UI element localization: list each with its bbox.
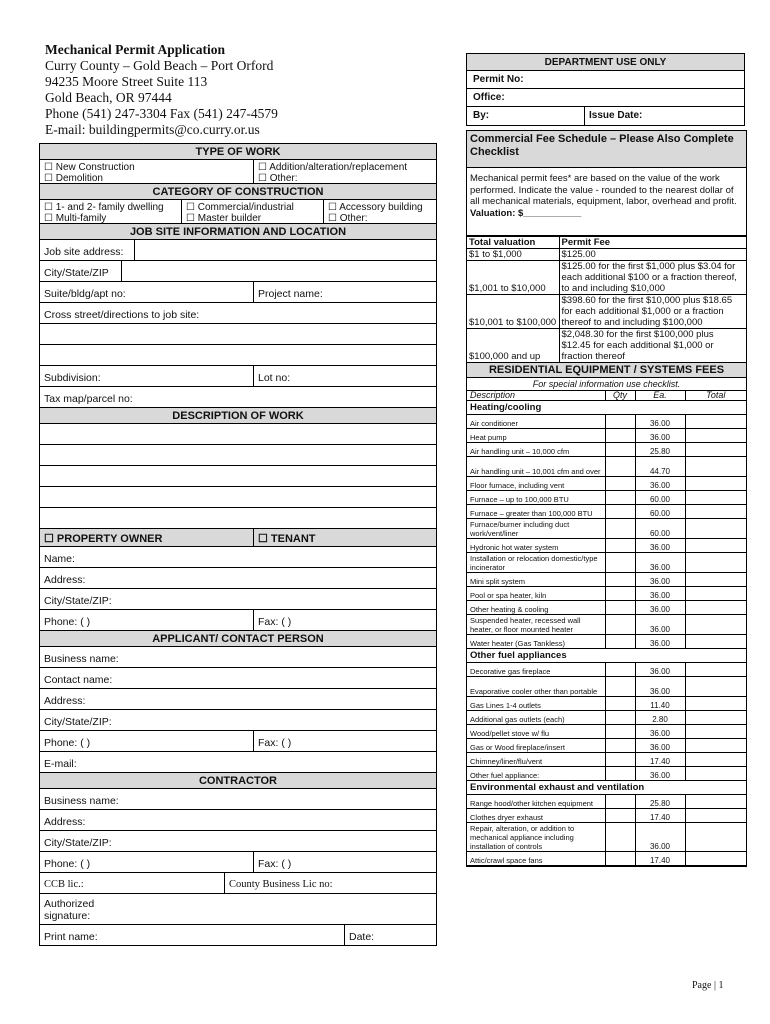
each-fee: 17.40	[635, 852, 685, 866]
each-fee: 17.40	[635, 753, 685, 767]
job-site-address-field[interactable]	[135, 240, 436, 260]
total-input[interactable]	[685, 635, 746, 649]
valuation-cell: $10,001 to $100,000	[467, 295, 559, 329]
fee-description: Pool or spa heater, kiln	[467, 587, 605, 601]
permit-no-field[interactable]: Permit No:	[467, 71, 744, 89]
description-line-2[interactable]	[40, 445, 436, 465]
fee-description: Clothes dryer exhaust	[467, 809, 605, 823]
table-row	[467, 823, 746, 852]
residential-fee-table	[467, 390, 746, 866]
fee-description: Installation or relocation domestic/type incinerator	[467, 553, 605, 573]
total-input[interactable]	[685, 663, 746, 677]
table-row	[467, 505, 746, 519]
total-input[interactable]	[685, 491, 746, 505]
each-fee: 36.00	[635, 587, 685, 601]
each-fee: 60.00	[635, 519, 685, 539]
total-input[interactable]	[685, 739, 746, 753]
cross-street-line-2[interactable]	[40, 324, 436, 344]
type-of-work-heading: TYPE OF WORK	[40, 144, 436, 160]
other-work-checkbox[interactable]: ☐ Other:	[258, 173, 298, 184]
qty-input[interactable]	[605, 767, 635, 781]
project-name-field[interactable]: Project name:	[258, 288, 323, 300]
subdivision-field[interactable]: Subdivision:	[40, 366, 254, 386]
qty-col-header: Qty	[605, 391, 635, 401]
qty-input[interactable]	[605, 519, 635, 539]
table-row	[467, 677, 746, 697]
fee-description: Gas or Wood fireplace/insert	[467, 739, 605, 753]
form-title: Mechanical Permit Application	[45, 42, 225, 57]
fee-description: Chimney/liner/flu/vent	[467, 753, 605, 767]
table-row	[467, 457, 746, 477]
residential-note: For special information use checklist.	[532, 379, 681, 389]
each-fee: 36.00	[635, 415, 685, 429]
total-input[interactable]	[685, 711, 746, 725]
owner-phone-field[interactable]: Phone: ( )	[40, 610, 254, 630]
total-input[interactable]	[685, 539, 746, 553]
qty-input[interactable]	[605, 823, 635, 852]
each-fee: 36.00	[635, 767, 685, 781]
total-input[interactable]	[685, 553, 746, 573]
applicant-business-field[interactable]: Business name:	[44, 653, 119, 665]
table-row	[467, 697, 746, 711]
table-row	[467, 795, 746, 809]
description-line-4[interactable]	[40, 487, 436, 507]
applicant-address-field[interactable]: Address:	[44, 695, 86, 707]
total-input[interactable]	[685, 443, 746, 457]
table-row	[467, 615, 746, 635]
contractor-fax-field[interactable]: Fax: ( )	[258, 858, 292, 870]
qty-input[interactable]	[605, 573, 635, 587]
qty-input[interactable]	[605, 809, 635, 823]
fee-description: Evaporative cooler other than portable	[467, 677, 605, 697]
owner-fax-field[interactable]: Fax: ( )	[258, 616, 292, 628]
table-row	[467, 415, 746, 429]
each-fee: 36.00	[635, 477, 685, 491]
qty-input[interactable]	[605, 505, 635, 519]
category-heading: CATEGORY OF CONSTRUCTION	[40, 184, 436, 200]
master-builder-checkbox[interactable]: ☐ Master builder	[186, 213, 262, 224]
each-fee: 36.00	[635, 553, 685, 573]
applicant-contact-field[interactable]: Contact name:	[44, 674, 113, 686]
fee-description: Floor furnace, including vent	[467, 477, 605, 491]
table-row	[467, 477, 746, 491]
one-two-family-checkbox[interactable]: ☐ 1- and 2- family dwelling	[44, 202, 164, 213]
each-fee: 11.40	[635, 697, 685, 711]
table-row	[467, 249, 746, 261]
qty-input[interactable]	[605, 852, 635, 866]
signature-label-2: signature:	[44, 910, 91, 922]
qty-input[interactable]	[605, 795, 635, 809]
fee-description: Furnace – greater than 100,000 BTU	[467, 505, 605, 519]
lot-field[interactable]: Lot no:	[258, 372, 291, 384]
contractor-heading: CONTRACTOR	[40, 773, 436, 789]
total-input[interactable]	[685, 573, 746, 587]
qty-input[interactable]	[605, 443, 635, 457]
qty-input[interactable]	[605, 539, 635, 553]
total-input[interactable]	[685, 587, 746, 601]
cross-street-field[interactable]: Cross street/directions to job site:	[44, 309, 200, 321]
page-number: Page | 1	[692, 980, 724, 991]
description-heading: DESCRIPTION OF WORK	[40, 408, 436, 424]
valuation-cell: $1 to $1,000	[467, 249, 559, 261]
qty-input[interactable]	[605, 739, 635, 753]
description-line-5[interactable]	[40, 508, 436, 528]
total-input[interactable]	[685, 823, 746, 852]
applicant-phone-field[interactable]: Phone: ( )	[40, 731, 254, 751]
owner-name-field[interactable]: Name:	[44, 553, 75, 565]
table-row	[467, 587, 746, 601]
fee-description: Decorative gas fireplace	[467, 663, 605, 677]
total-input[interactable]	[685, 677, 746, 697]
fee-group-row	[467, 781, 746, 795]
suite-field[interactable]: Suite/bldg/apt no:	[40, 282, 254, 302]
fee-description: Other fuel appliance:	[467, 767, 605, 781]
fee-group-label: Environmental exhaust and ventilation	[467, 781, 746, 795]
total-input[interactable]	[685, 477, 746, 491]
total-input[interactable]	[685, 505, 746, 519]
fee-description: Wood/pellet stove w/ flu	[467, 725, 605, 739]
fee-cell: $398.60 for the first $10,000 plus $18.65 for each additional $1,000 or a fraction thereof to and including $100,000	[559, 295, 746, 329]
each-fee: 60.00	[635, 505, 685, 519]
table-row	[467, 539, 746, 553]
fee-description: Furnace – up to 100,000 BTU	[467, 491, 605, 505]
qty-input[interactable]	[605, 457, 635, 477]
residential-heading: RESIDENTIAL EQUIPMENT / SYSTEMS FEES	[467, 363, 746, 378]
agency-email: E-mail: buildingpermits@co.curry.or.us	[45, 122, 260, 137]
office-field[interactable]: Office:	[467, 89, 744, 107]
each-fee: 36.00	[635, 677, 685, 697]
each-fee: 36.00	[635, 725, 685, 739]
fee-cell: $125.00	[559, 249, 746, 261]
each-fee: 36.00	[635, 823, 685, 852]
total-input[interactable]	[685, 697, 746, 711]
total-input[interactable]	[685, 725, 746, 739]
applicant-heading: APPLICANT/ CONTACT PERSON	[40, 631, 436, 647]
description-line-3[interactable]	[40, 466, 436, 486]
date-field[interactable]: Date:	[349, 931, 375, 943]
applicant-city-field[interactable]: City/State/ZIP:	[44, 716, 112, 728]
table-row	[467, 573, 746, 587]
fee-description: Additional gas outlets (each)	[467, 711, 605, 725]
table-row	[467, 519, 746, 539]
qty-input[interactable]	[605, 429, 635, 443]
fee-col-header: Permit Fee	[559, 237, 746, 249]
valuation-field[interactable]: Valuation: $___________	[470, 207, 582, 219]
total-input[interactable]	[685, 795, 746, 809]
each-fee: 36.00	[635, 573, 685, 587]
description-line-1[interactable]	[40, 424, 436, 444]
each-fee: 36.00	[635, 539, 685, 553]
fee-cell: $2,048.30 for the first $100,000 plus $12.45 for each additional $1,000 or fraction thereof	[559, 329, 746, 363]
commercial-fee-heading: Commercial Fee Schedule – Please Also Complete Checklist	[467, 131, 746, 168]
each-fee: 36.00	[635, 615, 685, 635]
commercial-intro	[467, 168, 746, 236]
authorized-signature-field[interactable]	[40, 894, 436, 924]
table-row	[467, 809, 746, 823]
qty-input[interactable]	[605, 587, 635, 601]
fee-description: Gas Lines 1-4 outlets	[467, 697, 605, 711]
table-row	[467, 725, 746, 739]
tenant-checkbox[interactable]: ☐ TENANT	[254, 529, 436, 546]
total-input[interactable]	[685, 809, 746, 823]
total-input[interactable]	[685, 457, 746, 477]
fee-description: Hydronic hot water system	[467, 539, 605, 553]
contractor-business-field[interactable]: Business name:	[44, 795, 119, 807]
property-owner-checkbox[interactable]: ☐ PROPERTY OWNER	[40, 529, 254, 546]
multi-family-checkbox[interactable]: ☐ Multi-family	[44, 213, 107, 224]
agency-phone: Phone (541) 247-3304 Fax (541) 247-4579	[45, 106, 278, 121]
qty-input[interactable]	[605, 491, 635, 505]
fee-description: Other heating & cooling	[467, 601, 605, 615]
tax-map-field[interactable]: Tax map/parcel no:	[44, 393, 133, 405]
applicant-fax-field[interactable]: Fax: ( )	[258, 737, 292, 749]
table-row	[467, 491, 746, 505]
fee-description: Repair, alteration, or addition to mechanical appliance including installation of controls	[467, 823, 605, 852]
job-site-address-label: Job site address:	[40, 240, 135, 260]
valuation-table	[467, 236, 746, 363]
qty-input[interactable]	[605, 415, 635, 429]
qty-input[interactable]	[605, 711, 635, 725]
contractor-city-field[interactable]: City/State/ZIP:	[44, 837, 112, 849]
desc-col-header: Description	[467, 391, 605, 401]
contractor-address-field[interactable]: Address:	[44, 816, 86, 828]
fee-schedule	[466, 130, 747, 867]
print-name-field[interactable]: Print name:	[40, 925, 345, 945]
job-city-field[interactable]	[122, 261, 436, 281]
each-fee: 25.80	[635, 443, 685, 457]
qty-input[interactable]	[605, 553, 635, 573]
table-row	[467, 635, 746, 649]
demolition-checkbox[interactable]: ☐ Demolition	[44, 173, 103, 184]
qty-input[interactable]	[605, 663, 635, 677]
each-fee: 44.70	[635, 457, 685, 477]
fee-group-row	[467, 401, 746, 415]
fee-group-label: Other fuel appliances	[467, 649, 746, 663]
table-row	[467, 443, 746, 457]
total-col-header: Total	[685, 391, 746, 401]
table-row	[467, 711, 746, 725]
each-fee: 60.00	[635, 491, 685, 505]
table-row	[467, 553, 746, 573]
department-use-box	[466, 53, 745, 126]
table-row	[467, 601, 746, 615]
qty-input[interactable]	[605, 635, 635, 649]
fee-description: Range hood/other kitchen equipment	[467, 795, 605, 809]
application-form	[39, 143, 437, 946]
table-row	[467, 852, 746, 866]
total-input[interactable]	[685, 429, 746, 443]
county-license-field[interactable]: County Business Lic no:	[229, 879, 333, 890]
total-input[interactable]	[685, 852, 746, 866]
each-fee: 2.80	[635, 711, 685, 725]
cross-street-line-3[interactable]	[40, 345, 436, 365]
department-heading: DEPARTMENT USE ONLY	[467, 54, 744, 71]
other-category-checkbox[interactable]: ☐ Other:	[328, 213, 368, 224]
qty-input[interactable]	[605, 753, 635, 767]
total-input[interactable]	[685, 415, 746, 429]
each-fee: 36.00	[635, 739, 685, 753]
each-fee: 36.00	[635, 663, 685, 677]
agency-header	[45, 42, 445, 138]
accessory-checkbox[interactable]: ☐ Accessory building	[328, 202, 423, 213]
each-fee: 17.40	[635, 809, 685, 823]
fee-group-label: Heating/cooling	[467, 401, 746, 415]
valuation-cell: $100,000 and up	[467, 329, 559, 363]
ea-col-header: Ea.	[635, 391, 685, 401]
qty-input[interactable]	[605, 477, 635, 491]
fee-description: Air handling unit – 10,001 cfm and over	[467, 457, 605, 477]
agency-city: Gold Beach, OR 97444	[45, 90, 172, 105]
each-fee: 36.00	[635, 429, 685, 443]
fee-description: Attic/crawl space fans	[467, 852, 605, 866]
addition-checkbox[interactable]: ☐ Addition/alteration/replacement	[258, 162, 408, 173]
total-input[interactable]	[685, 753, 746, 767]
fee-description: Water heater (Gas Tankless)	[467, 635, 605, 649]
new-construction-checkbox[interactable]: ☐ New Construction	[44, 162, 135, 173]
commercial-checkbox[interactable]: ☐ Commercial/industrial	[186, 202, 294, 213]
job-city-label: City/State/ZIP	[40, 261, 122, 281]
table-row	[467, 767, 746, 781]
table-row	[467, 739, 746, 753]
fee-description: Suspended heater, recessed wall heater, or floor mounted heater	[467, 615, 605, 635]
owner-city-field[interactable]: City/State/ZIP:	[44, 595, 112, 607]
table-row	[467, 261, 746, 295]
agency-line: Curry County – Gold Beach – Port Orford	[45, 58, 274, 73]
issue-date-field[interactable]: Issue Date:	[589, 110, 643, 121]
owner-address-field[interactable]: Address:	[44, 574, 86, 586]
table-row	[467, 429, 746, 443]
total-input[interactable]	[685, 519, 746, 539]
each-fee: 36.00	[635, 635, 685, 649]
by-field[interactable]: By:	[467, 107, 585, 125]
qty-input[interactable]	[605, 615, 635, 635]
job-site-heading: JOB SITE INFORMATION AND LOCATION	[40, 224, 436, 240]
fee-description: Mini split system	[467, 573, 605, 587]
fee-description: Air handling unit – 10,000 cfm	[467, 443, 605, 457]
each-fee: 36.00	[635, 601, 685, 615]
total-input[interactable]	[685, 615, 746, 635]
each-fee: 25.80	[635, 795, 685, 809]
qty-input[interactable]	[605, 601, 635, 615]
table-row	[467, 663, 746, 677]
fee-cell: $125.00 for the first $1,000 plus $3.04 for each additional $100 or a fraction thereof, to and including $10,000	[559, 261, 746, 295]
commercial-intro-text: Mechanical permit fees* are based on the value of the work performed. Indicate the value - rounded to the nearest dollar of all mechanical materials, equipment, labor, overhead and profit.	[470, 173, 737, 207]
qty-input[interactable]	[605, 725, 635, 739]
applicant-email-field[interactable]: E-mail:	[44, 758, 77, 770]
table-row	[467, 329, 746, 363]
table-row	[467, 295, 746, 329]
qty-input[interactable]	[605, 677, 635, 697]
total-input[interactable]	[685, 767, 746, 781]
signature-label: Authorized	[44, 898, 95, 910]
fee-group-row	[467, 649, 746, 663]
fee-description: Furnace/burner including duct work/vent/liner	[467, 519, 605, 539]
total-input[interactable]	[685, 601, 746, 615]
agency-street: 94235 Moore Street Suite 113	[45, 74, 208, 89]
valuation-col-header: Total valuation	[467, 237, 559, 249]
valuation-cell: $1,001 to $10,000	[467, 261, 559, 295]
fee-description: Heat pump	[467, 429, 605, 443]
table-row	[467, 753, 746, 767]
ccb-license-field[interactable]: CCB lic.:	[40, 873, 225, 893]
contractor-phone-field[interactable]: Phone: ( )	[40, 852, 254, 872]
fee-description: Air conditioner	[467, 415, 605, 429]
qty-input[interactable]	[605, 697, 635, 711]
